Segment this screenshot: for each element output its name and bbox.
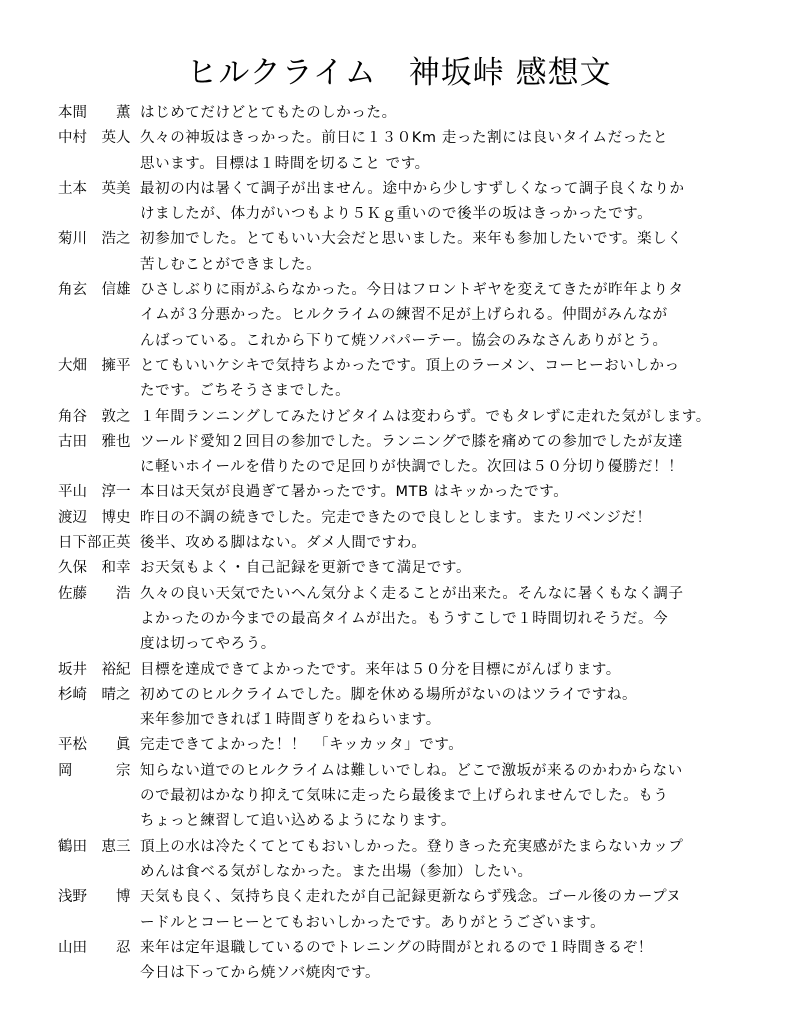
- entry-comment: [140, 556, 730, 581]
- entry-comment-line: 来年は定年退職しているのでトレニングの時間がとれるので１時間きるぞ！: [140, 939, 653, 956]
- entry-comment: [140, 354, 730, 405]
- entry-row: [58, 683, 748, 734]
- entry-comment-line: 久々の良い天気でたいへん気分よく走ることが出来た。そんなに暑くもなく調子: [140, 585, 684, 602]
- entries-list: [58, 101, 748, 986]
- entry-author-name: 山田 忍: [58, 939, 131, 956]
- entry-row: [58, 759, 748, 835]
- entry-comment: [140, 177, 730, 228]
- entry-row: [58, 531, 748, 556]
- entry-comment-line: 苦しむことができました。: [140, 256, 322, 273]
- entry-author-name: 岡 宗: [58, 762, 131, 779]
- entry-comment: [140, 835, 730, 886]
- entry-comment-line: 最初の内は暑くて調子が出ません。途中から少しすずしくなって調子良くなりか: [140, 180, 685, 197]
- entry-row: [58, 556, 748, 581]
- entry-comment: [140, 506, 730, 531]
- entry-comment-line: んばっている。これから下りて焼ソバパーテー。協会のみなさんありがとう。: [140, 332, 668, 349]
- entry-comment-line: ードルとコーヒーとてもおいしかったです。ありがとうございます。: [140, 914, 606, 931]
- entry-comment-line: ので最初はかなり抑えて気味に走ったら最後まで上げられませんでした。もう: [140, 788, 669, 805]
- entry-author-name: 渡辺 博史: [58, 509, 131, 526]
- entry-comment-line: ツールド愛知２回目の参加でした。ランニングで膝を痛めての参加でしたが友達: [140, 433, 684, 450]
- entry-author-name: 久保 和幸: [58, 560, 131, 577]
- entry-author-name: 平山 淳一: [58, 484, 131, 501]
- entry-row: [58, 733, 748, 758]
- entry-comment-line: 初めてのヒルクライムでした。脚を休める場所がないのはツライですね。: [140, 686, 638, 703]
- entry-comment-line: めんは食べる気がしなかった。また出場（参加）したい。: [140, 863, 533, 880]
- entry-row: [58, 885, 748, 936]
- entry-row: [58, 835, 748, 886]
- entry-row: [58, 177, 748, 228]
- entry-row: [58, 480, 748, 505]
- entry-comment-line: 知らない道でのヒルクライムは難しいでしね。どこで激坂が来るのかわからない: [140, 762, 683, 779]
- entry-comment: [140, 531, 730, 556]
- entry-row: [58, 227, 748, 278]
- entry-comment-line: ひさしぶりに雨がふらなかった。今日はフロントギヤを変えてきたが昨年よりタ: [140, 282, 684, 299]
- entry-comment: [140, 936, 730, 987]
- entry-comment-line: 度は切ってやろう。: [140, 636, 276, 653]
- entry-comment-line: 天気も良く、気持ち良く走れたが自己記録更新ならず残念。ゴール後のカープヌ: [140, 889, 682, 906]
- entry-comment: [140, 582, 730, 658]
- entry-comment: [140, 227, 730, 278]
- entry-comment-line: 久々の神坂はきっかった。前日に１３０Km 走った割には良いタイムだったと: [140, 130, 669, 147]
- entry-row: [58, 101, 748, 126]
- entry-comment-line: はじめてだけどとてもたのしかった。: [140, 105, 397, 121]
- entry-author-name: 本間 薫: [58, 105, 131, 121]
- entry-author-name: 角玄 信雄: [58, 282, 131, 299]
- entry-comment-line: 完走できてよかった！！ 「キッカッタ」です。: [140, 737, 464, 754]
- entry-author-name: 日下部正英: [58, 535, 131, 552]
- entry-author-name: 平松 眞: [58, 737, 131, 754]
- entry-author-name: 杉崎 晴之: [58, 686, 131, 703]
- entry-comment: [140, 480, 730, 505]
- entry-author-name: 坂井 裕紀: [58, 661, 131, 678]
- entry-author-name: 中村 英人: [58, 130, 131, 147]
- entry-comment: [140, 126, 730, 177]
- entry-comment-line: よかったのか今までの最高タイムが出た。もうすこしで１時間切れそうだ。今: [140, 610, 669, 627]
- entry-author-name: 浅野 博: [58, 889, 131, 906]
- entry-comment: [140, 405, 730, 430]
- entry-comment-line: 今日は下ってから焼ソバ焼肉です。: [140, 965, 381, 982]
- entry-row: [58, 506, 748, 531]
- entry-comment: [140, 658, 730, 683]
- entry-comment-line: 本日は天気が良過ぎて暑かったです。MTB はキッかったです。: [140, 484, 569, 501]
- entry-comment-line: ちょっと練習して追い込めるようになります。: [140, 813, 456, 830]
- entry-comment-line: お天気もよく・自己記録を更新できて満足です。: [140, 560, 472, 577]
- entry-row: [58, 582, 748, 658]
- entry-row: [58, 405, 748, 430]
- entry-author-name: 佐藤 浩: [58, 585, 131, 602]
- entry-row: [58, 354, 748, 405]
- entry-comment: [140, 759, 730, 835]
- entry-comment: [140, 101, 730, 126]
- entry-row: [58, 658, 748, 683]
- entry-author-name: 土本 英美: [58, 180, 131, 197]
- entry-comment-line: 昨日の不調の続きでした。完走できたので良しとします。またリベンジだ！: [140, 509, 652, 526]
- entry-author-name: 菊川 浩之: [58, 231, 131, 248]
- entry-author-name: 古田 雅也: [58, 433, 131, 450]
- entry-comment-line: 来年参加できれば１時間ぎりをねらいます。: [140, 712, 441, 729]
- entry-comment-line: 後半、攻める脚はない。ダメ人間ですわ。: [140, 535, 427, 552]
- entry-row: [58, 936, 748, 987]
- entry-comment-line: けましたが、体力がいつもより５Ｋｇ重いので後半の坂はきっかったです。: [140, 206, 653, 223]
- entry-comment: [140, 885, 730, 936]
- entry-comment-line: たです。ごちそうさまでした。: [140, 383, 351, 400]
- entry-comment-line: 頂上の水は冷たくてとてもおいしかった。登りきった充実感がたまらないカップ: [140, 838, 684, 855]
- entry-comment-line: イムが３分悪かった。ヒルクライムの練習不足が上げられる。仲間がみんなが: [140, 307, 668, 324]
- entry-comment-line: 初参加でした。とてもいい大会だと思いました。来年も参加したいです。楽しく: [140, 231, 683, 248]
- entry-comment: [140, 430, 730, 481]
- entry-comment: [140, 733, 730, 758]
- entry-comment-line: に軽いホイールを借りたので足回りが快調でした。次回は５０分切り優勝だ！！: [140, 459, 684, 476]
- entry-row: [58, 430, 748, 481]
- entry-row: [58, 126, 748, 177]
- entry-author-name: 鶴田 恵三: [58, 838, 131, 855]
- entry-comment-line: とてもいいケシキで気持ちよかったです。頂上のラーメン、コーヒーおいしかっ: [140, 357, 680, 374]
- entry-comment-line: 思います。目標は１時間を切ること です。: [140, 155, 430, 172]
- entry-row: [58, 278, 748, 354]
- entry-comment: [140, 278, 730, 354]
- entry-author-name: 大畑 擁平: [58, 357, 131, 374]
- entry-comment-line: １年間ランニングしてみたけどタイムは変わらず。でもタレずに走れた気がします。: [140, 408, 711, 425]
- page-title: ヒルクライム 神坂峠 感想文: [186, 55, 612, 91]
- entry-comment: [140, 683, 730, 734]
- entry-comment-line: 目標を達成できてよかったです。来年は５０分を目標にがんばります。: [140, 661, 621, 678]
- entry-author-name: 角谷 敦之: [58, 408, 131, 425]
